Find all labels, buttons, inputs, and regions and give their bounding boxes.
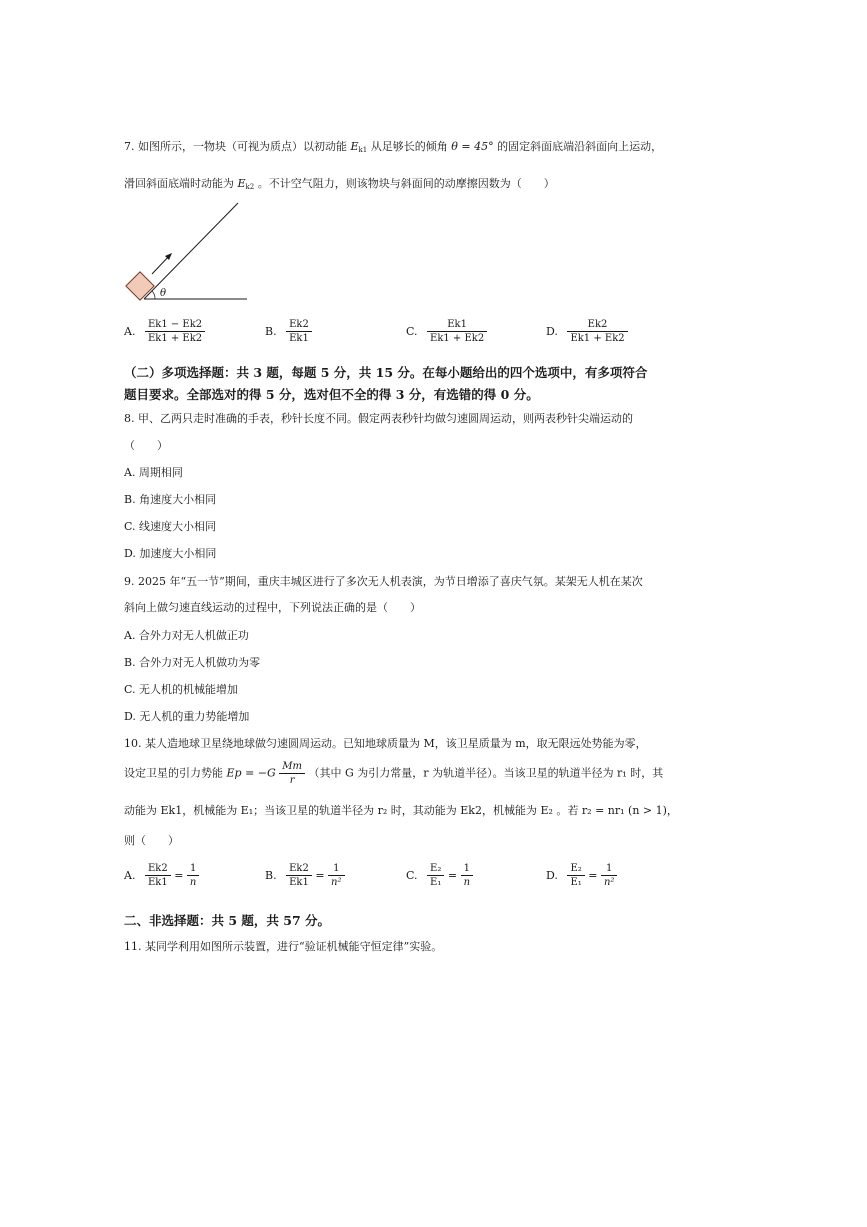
frac-num: Ek2 <box>286 318 312 332</box>
frac-den: n² <box>331 877 342 888</box>
q8-option-c: C. 线速度大小相同 <box>124 520 217 533</box>
section2-line1: （二）多项选择题：共 3 题，每题 5 分，共 15 分。在每小题给出的四个选项中，有多项符合 <box>124 365 648 380</box>
q9-option-a: A. 合外力对无人机做正功 <box>124 629 249 642</box>
q7-text: 。不计空气阻力，则该物块与斜面间的动摩擦因数为（ ） <box>257 177 555 190</box>
equals-sign: = <box>588 869 598 882</box>
fraction <box>145 862 171 889</box>
q10-line2 <box>124 760 663 787</box>
sub-k1: k1 <box>358 146 368 154</box>
option-label: A. <box>124 869 136 882</box>
option-label: C. <box>406 869 418 882</box>
fraction <box>427 862 444 889</box>
frac-den: Ek1 <box>147 877 168 888</box>
frac-num: 1 <box>461 862 473 876</box>
frac-num: E₂ <box>427 862 444 876</box>
theta-label: θ <box>160 288 167 299</box>
frac-den: Ek1 + Ek2 <box>570 333 625 344</box>
option-label: D. <box>546 869 558 882</box>
frac-den: Ek1 <box>289 333 309 344</box>
q8-line1: 8. 甲、乙两只走时准确的手表，秒针长度不同。假定两表秒针均做匀速圆周运动，则两表秒针尖端运动的 <box>124 412 633 425</box>
block <box>126 272 154 300</box>
frac-num: 1 <box>328 862 344 876</box>
q10-option-b <box>265 862 345 889</box>
incline-line <box>144 203 238 299</box>
q10-line1: 10. 某人造地球卫星绕地球做匀速圆周运动。已知地球质量为 M，该卫星质量为 m，取无限远处势能为零， <box>124 737 647 750</box>
frac-den: E₁ <box>570 877 582 888</box>
q7-option-a <box>124 318 205 345</box>
q9-option-b: B. 合外力对无人机做功为零 <box>124 656 261 669</box>
fraction <box>328 862 344 889</box>
q10-text: （其中 G 为引力常量，r 为轨道半径）。当该卫星的轨道半径为 r₁ 时，其 <box>308 766 664 780</box>
fraction <box>187 862 199 889</box>
frac-num: Ek1 − Ek2 <box>145 318 205 332</box>
frac-num: E₂ <box>567 862 584 876</box>
q7-text: 从足够长的倾角 <box>370 140 448 153</box>
var-E: E <box>350 140 359 153</box>
frac-den: r <box>289 775 295 786</box>
frac-den: Ek1 + Ek2 <box>430 333 485 344</box>
fraction <box>279 760 305 787</box>
angle-value: θ = 45° <box>451 140 494 153</box>
fraction <box>286 862 312 889</box>
equals-sign: = <box>315 869 325 882</box>
option-label: B. <box>265 325 277 338</box>
q10-option-a <box>124 862 199 889</box>
q11-line1: 11. 某同学利用如图所示装置，进行“验证机械能守恒定律”实验。 <box>124 940 443 953</box>
equals-sign: = <box>447 869 458 882</box>
option-label: B. <box>265 869 277 882</box>
angle-arc <box>152 291 155 299</box>
frac-num: Mm <box>279 760 305 774</box>
q8-option-b: B. 角速度大小相同 <box>124 493 217 506</box>
q8-option-a: A. 周期相同 <box>124 466 183 479</box>
frac-num: 1 <box>601 862 617 876</box>
equals-sign: = <box>174 869 184 882</box>
q9-option-c: C. 无人机的机械能增加 <box>124 683 239 696</box>
fraction <box>286 318 312 345</box>
q10-option-d <box>546 862 617 889</box>
formula-left: Ep = −G <box>226 766 276 780</box>
frac-num: 1 <box>187 862 199 876</box>
fraction <box>601 862 617 889</box>
fraction <box>427 318 487 345</box>
frac-den: E₁ <box>430 877 442 888</box>
q7-option-b <box>265 318 312 345</box>
frac-num: Ek2 <box>286 862 312 876</box>
var-E: E <box>237 177 246 190</box>
q9-line2: 斜向上做匀速直线运动的过程中，下列说法正确的是（ ） <box>124 601 421 614</box>
frac-den: n <box>463 877 471 888</box>
frac-den: n <box>189 877 197 888</box>
q10-line3: 动能为 Ek1，机械能为 E₁；当该卫星的轨道半径为 r₂ 时，其动能为 Ek2，机械能为 E₂ 。若 r₂ = nr₁ (n > 1)， <box>124 804 678 817</box>
fraction <box>567 862 584 889</box>
fraction <box>567 318 627 345</box>
incline-figure <box>122 198 252 303</box>
section2-line2: 题目要求。全部选对的得 5 分，选对但不全的得 3 分，有选错的得 0 分。 <box>124 387 539 402</box>
q7-text: 7. 如图所示，一物块（可视为质点）以初动能 <box>124 140 347 153</box>
fraction <box>461 862 473 889</box>
frac-num: Ek2 <box>145 862 171 876</box>
q9-option-d: D. 无人机的重力势能增加 <box>124 710 250 723</box>
option-label: C. <box>406 325 418 338</box>
frac-num: Ek2 <box>567 318 627 332</box>
q7-text: 的固定斜面底端沿斜面向上运动， <box>497 140 663 153</box>
option-label: A. <box>124 325 136 338</box>
frac-den: n² <box>603 877 615 888</box>
q10-option-c <box>406 862 473 889</box>
frac-den: Ek1 <box>289 877 309 888</box>
q7-line2 <box>124 175 555 191</box>
q10-line4: 则（ ） <box>124 834 179 847</box>
section3-header: 二、非选择题：共 5 题，共 57 分。 <box>124 913 331 928</box>
q10-text: 设定卫星的引力势能 <box>124 766 223 780</box>
q7-line1 <box>124 138 662 154</box>
fraction <box>145 318 205 345</box>
q7-option-d <box>546 318 628 345</box>
sub-k2: k2 <box>245 183 255 191</box>
frac-num: Ek1 <box>427 318 487 332</box>
q7-option-c <box>406 318 487 345</box>
option-label: D. <box>546 325 558 338</box>
q9-line1: 9. 2025 年“五一节”期间，重庆丰城区进行了多次无人机表演，为节日增添了喜庆气氛。某架无人机在某次 <box>124 575 643 588</box>
q8-option-d: D. 加速度大小相同 <box>124 547 217 560</box>
frac-den: Ek1 + Ek2 <box>147 333 203 344</box>
q8-line2: （ ） <box>124 439 168 452</box>
q7-text: 滑回斜面底端时动能为 <box>124 177 234 190</box>
